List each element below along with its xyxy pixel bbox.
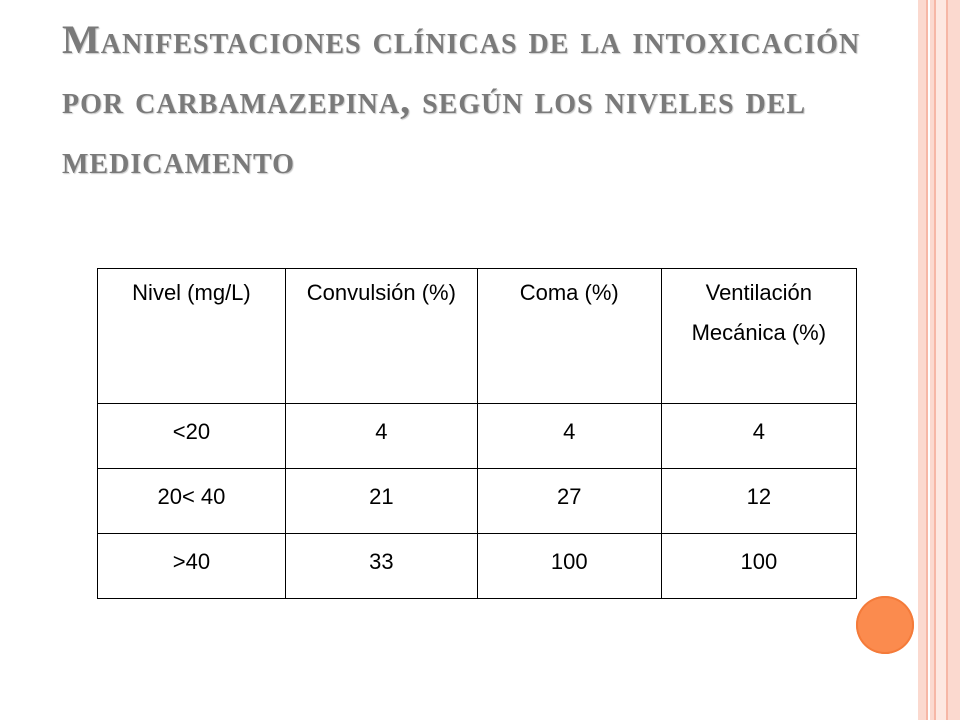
header-nivel: Nivel (mg/L) bbox=[98, 269, 286, 404]
cell-coma: 4 bbox=[477, 404, 661, 469]
cell-ventilacion: 12 bbox=[661, 469, 856, 534]
cell-coma: 100 bbox=[477, 534, 661, 599]
decorative-stripe bbox=[926, 0, 928, 720]
header-coma: Coma (%) bbox=[477, 269, 661, 404]
cell-nivel: 20< 40 bbox=[98, 469, 286, 534]
cell-ventilacion: 100 bbox=[661, 534, 856, 599]
levels-table bbox=[97, 268, 857, 599]
cell-convulsion: 21 bbox=[285, 469, 477, 534]
cell-nivel: >40 bbox=[98, 534, 286, 599]
decorative-stripe bbox=[936, 0, 946, 720]
decorative-stripe bbox=[948, 0, 960, 720]
cell-convulsion: 33 bbox=[285, 534, 477, 599]
cell-coma: 27 bbox=[477, 469, 661, 534]
cell-convulsion: 4 bbox=[285, 404, 477, 469]
decorative-circle bbox=[856, 596, 914, 654]
table-row bbox=[98, 469, 857, 534]
decorative-stripe bbox=[918, 0, 926, 720]
header-ventilacion: Ventilación Mecánica (%) bbox=[661, 269, 856, 404]
cell-nivel: <20 bbox=[98, 404, 286, 469]
header-convulsion: Convulsión (%) bbox=[285, 269, 477, 404]
slide-title: Manifestaciones clínicas de la intoxicación por carbamazepina, según los niveles del medicamento bbox=[62, 17, 861, 182]
table-row bbox=[98, 404, 857, 469]
cell-ventilacion: 4 bbox=[661, 404, 856, 469]
table-header-row bbox=[98, 269, 857, 404]
table-row bbox=[98, 534, 857, 599]
